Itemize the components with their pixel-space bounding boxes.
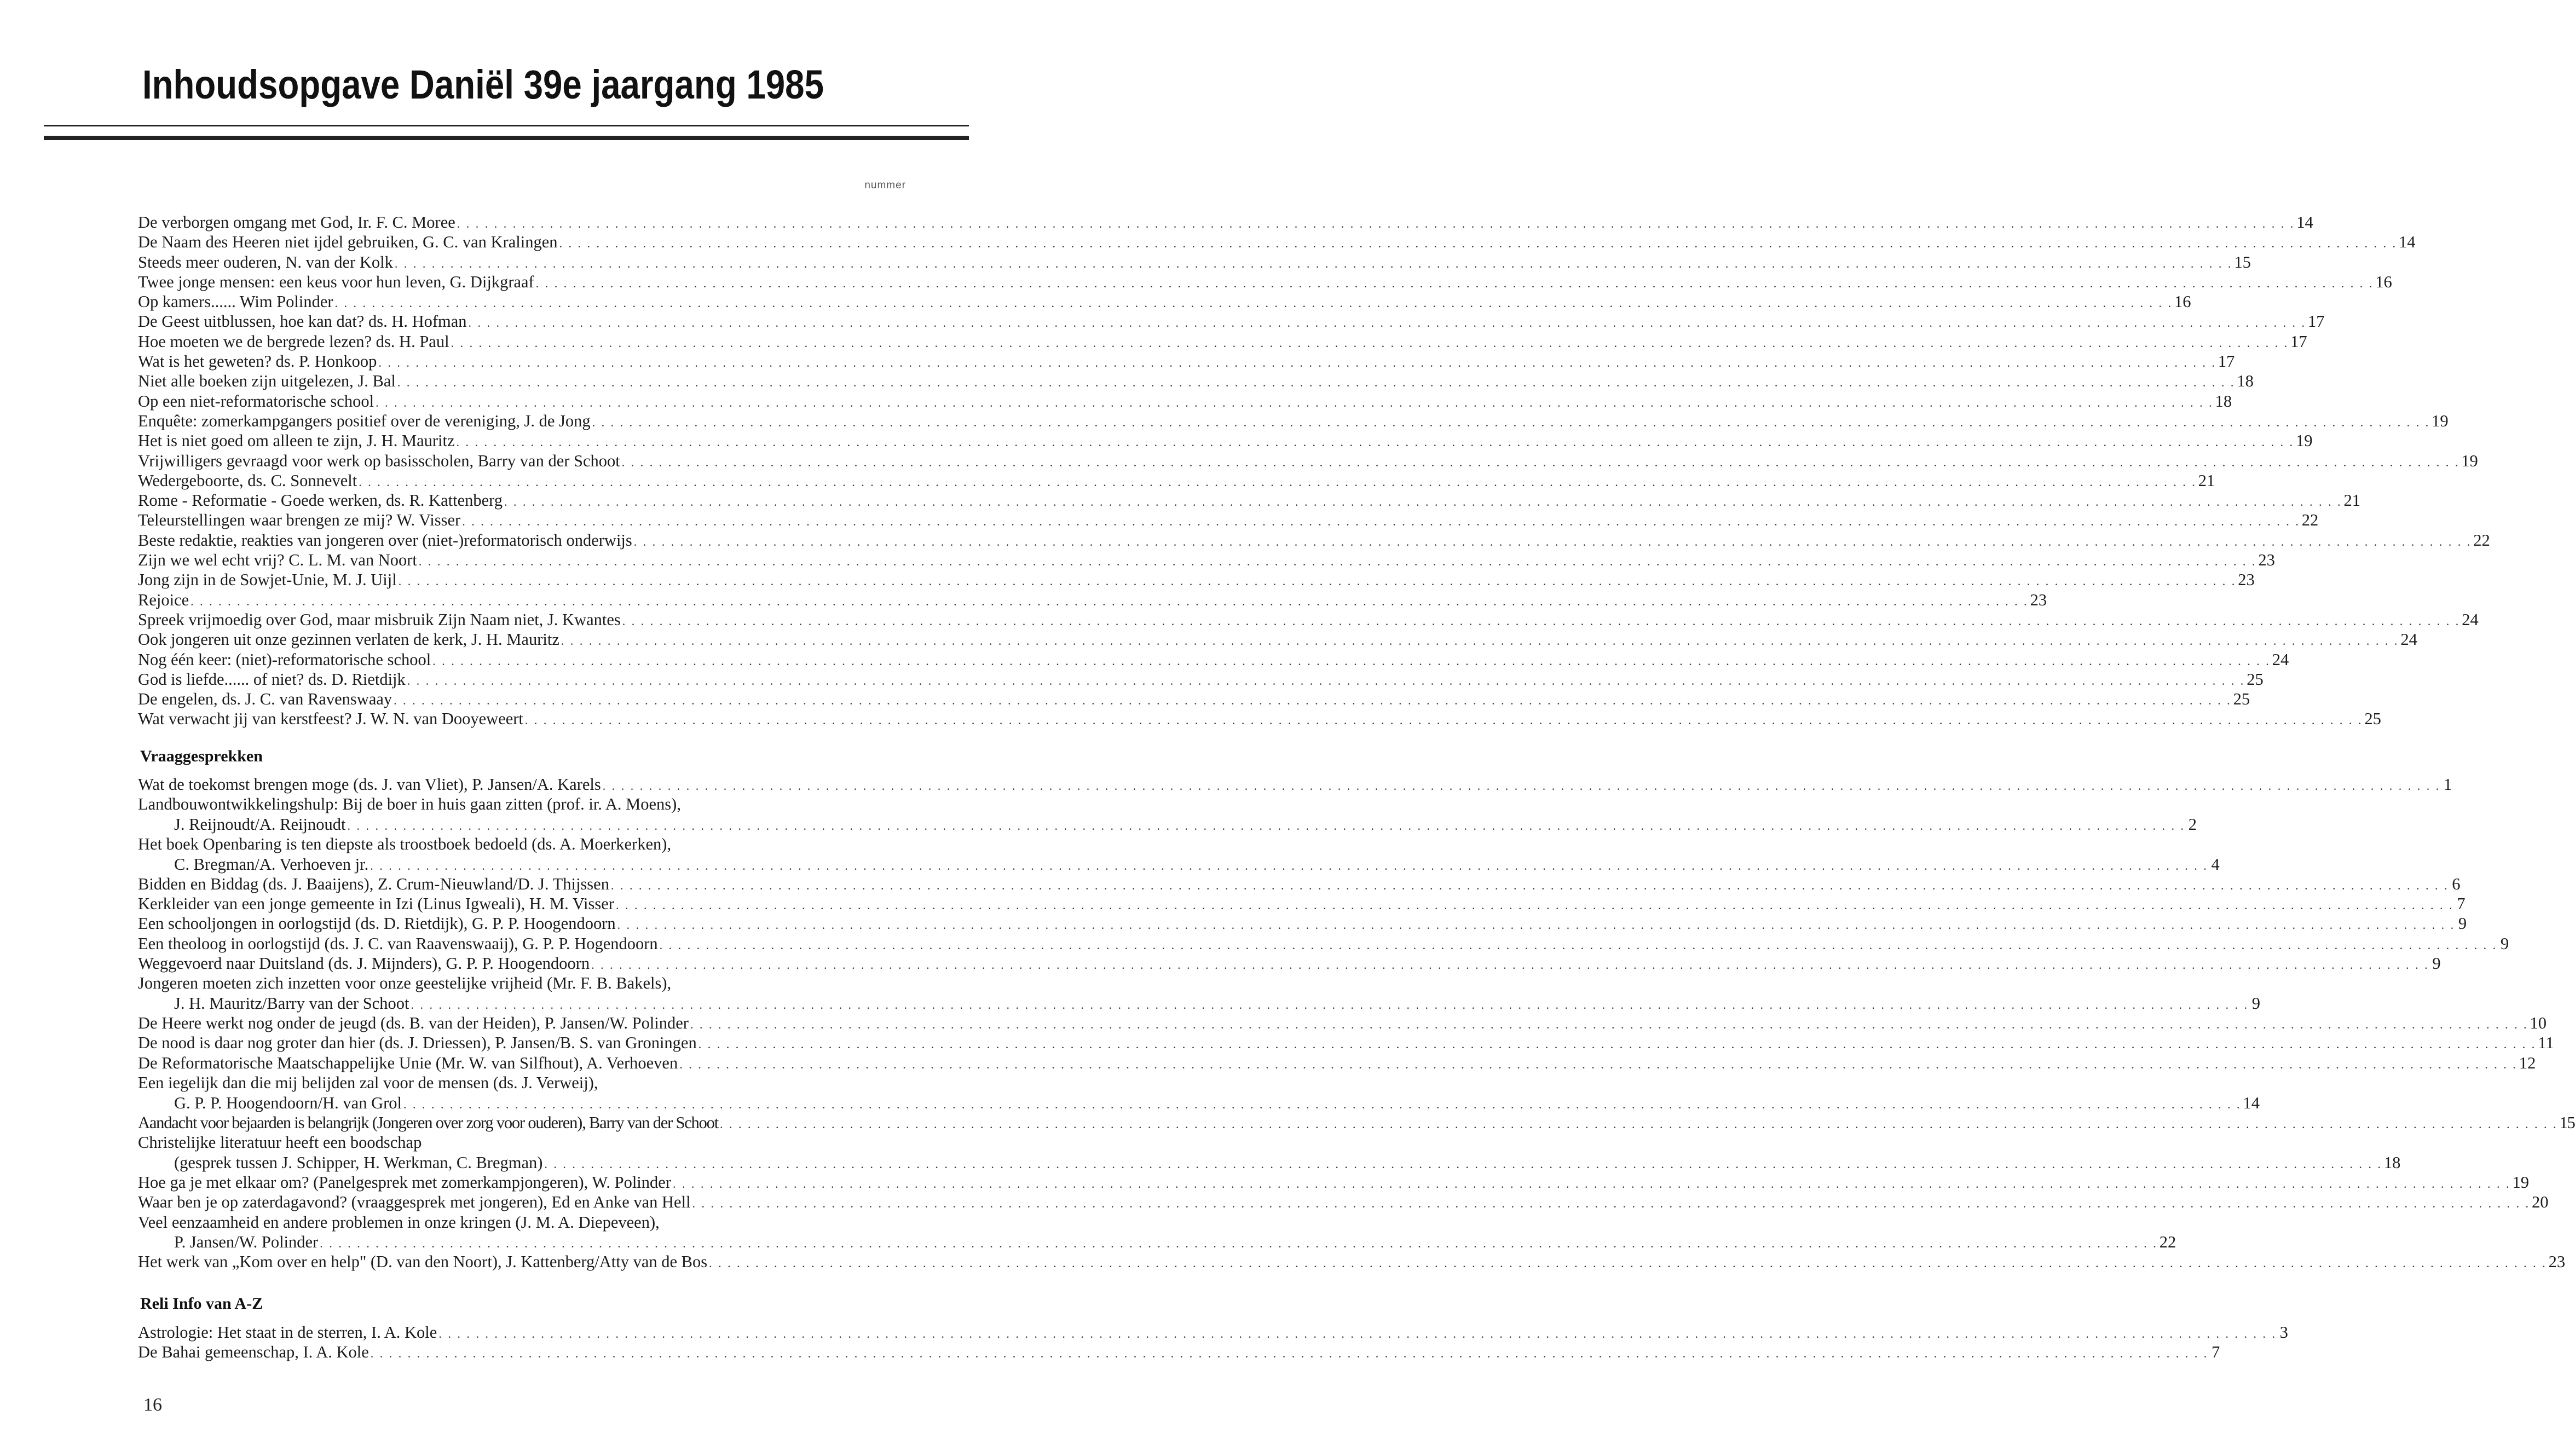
page-number: 16 xyxy=(143,1395,162,1415)
toc-entry: Hoe moeten we de bergrede lezen? ds. H. Paul . . . 17 xyxy=(138,332,908,351)
toc-entry: Ook jongeren uit onze gezinnen verlaten de kerk, J. H. Mauritz . . . 24 xyxy=(138,629,908,649)
toc-entry: Weggevoerd naar Duitsland (ds. J. Mijnders), G. P. P. Hoogendoorn . . . 9 xyxy=(138,954,908,973)
toc-entry: Wat is het geweten? ds. P. Honkoop . . . 17 xyxy=(138,351,908,371)
toc-entry: Jong zijn in de Sowjet-Unie, M. J. Uijl . . . 23 xyxy=(138,570,908,590)
toc-entry-continuation: J. H. Mauritz/Barry van der Schoot . . . 9 xyxy=(138,993,908,1013)
toc-entry: Rome - Reformatie - Goede werken, ds. R. Kattenberg . . . 21 xyxy=(138,490,908,510)
toc-entry-first-line: Jongeren moeten zich inzetten voor onze geestelijke vrijheid (Mr. F. B. Bakels), xyxy=(138,974,672,993)
toc-entry-first-line: Veel eenzaamheid en andere problemen in onze kringen (J. M. A. Diepeveen), xyxy=(138,1212,660,1232)
toc-entry: De Bahai gemeenschap, I. A. Kole . . . 7 xyxy=(138,1342,908,1362)
toc-entry: God is liefde...... of niet? ds. D. Rietdijk . . . 25 xyxy=(138,669,908,689)
toc-entry-continuation: G. P. P. Hoogendoorn/H. van Grol . . . 14 xyxy=(138,1093,908,1113)
toc-entry: Twee jonge mensen: een keus voor hun leven, G. Dijkgraaf . . . 16 xyxy=(138,272,908,292)
toc-entry: Kerkleider van een jonge gemeente in Izi (Linus Igweali), H. M. Visser . . . 7 xyxy=(138,894,908,914)
toc-entry: Het is niet goed om alleen te zijn, J. H. Mauritz . . . 19 xyxy=(138,431,908,450)
toc-entry: De verborgen omgang met God, Ir. F. C. Moree . . . 14 xyxy=(138,212,908,232)
title-rule-thin xyxy=(44,125,969,126)
toc-entry: Nog één keer: (niet)-reformatorische school . . . 24 xyxy=(138,650,908,669)
toc-entry: Astrologie: Het staat in de sterren, I. A. Kole . . . 3 xyxy=(138,1322,908,1342)
toc-entry-first-line: Christelijke literatuur heeft een boodschap xyxy=(138,1133,422,1152)
toc-entry-first-line: Een iegelijk dan die mij belijden zal voor de mensen (ds. J. Verweij), xyxy=(138,1073,598,1093)
toc-entry: Een schooljongen in oorlogstijd (ds. D. Rietdijk), G. P. P. Hoogendoorn . . . 9 xyxy=(138,914,908,933)
toc-entry-continuation: (gesprek tussen J. Schipper, H. Werkman, C. Bregman) . . . 18 xyxy=(138,1153,908,1172)
toc-entry: Zijn we wel echt vrij? C. L. M. van Noort . . . 23 xyxy=(138,550,908,570)
toc-entry: Steeds meer ouderen, N. van der Kolk . . . 15 xyxy=(138,252,908,272)
toc-entry: Wat verwacht jij van kerstfeest? J. W. N. van Dooyeweert . . . 25 xyxy=(138,709,908,729)
toc-reli-info-list xyxy=(138,1322,2288,1362)
toc-entry-first-line: Het boek Openbaring is ten diepste als troostboek bedoeld (ds. A. Moerkerken), xyxy=(138,835,672,854)
toc-entry: De nood is daar nog groter dan hier (ds. J. Driessen), P. Jansen/B. S. van Groningen . . . 11 xyxy=(138,1033,908,1053)
toc-entry-continuation: J. Reijnoudt/A. Reijnoudt . . . 2 xyxy=(138,814,908,834)
toc-entry: Rejoice . . . 23 xyxy=(138,590,908,610)
page-title: Inhoudsopgave Daniël 39e jaargang 1985 xyxy=(142,62,824,107)
title-rule-thick xyxy=(44,136,969,140)
toc-entry: De Naam des Heeren niet ijdel gebruiken, G. C. van Kralingen . . . 14 xyxy=(138,232,908,252)
toc-entry: De Heere werkt nog onder de jeugd (ds. B. van der Heiden), P. Jansen/W. Polinder . . . 10 xyxy=(138,1013,908,1033)
toc-entry: De engelen, ds. J. C. van Ravenswaay . . . 25 xyxy=(138,689,908,709)
toc-entry: Wedergeboorte, ds. C. Sonnevelt . . . 21 xyxy=(138,471,908,490)
toc-general-list xyxy=(138,212,2490,729)
toc-entry: Een theoloog in oorlogstijd (ds. J. C. van Raavenswaaij), G. P. P. Hogendoorn . . . 9 xyxy=(138,934,908,954)
toc-entry: Wat de toekomst brengen moge (ds. J. van Vliet), P. Jansen/A. Karels . . . 1 xyxy=(138,775,908,794)
toc-entry: Hoe ga je met elkaar om? (Panelgesprek met zomerkampjongeren), W. Polinder . . . 19 xyxy=(138,1172,908,1192)
toc-entry: Enquête: zomerkampgangers positief over de vereniging, J. de Jong . . . 19 xyxy=(138,411,908,431)
toc-entry-first-line: Landbouwontwikkelingshulp: Bij de boer in huis gaan zitten (prof. ir. A. Moens), xyxy=(138,795,681,814)
section-heading-vraaggesprekken: Vraaggesprekken xyxy=(140,747,263,765)
toc-entry: De Geest uitblussen, hoe kan dat? ds. H. Hofman . . . 17 xyxy=(138,311,908,331)
toc-entry: Niet alle boeken zijn uitgelezen, J. Bal . . . 18 xyxy=(138,371,908,391)
section-heading-reli-info: Reli Info van A-Z xyxy=(140,1295,263,1313)
toc-entry-continuation: P. Jansen/W. Polinder . . . 22 xyxy=(138,1232,908,1252)
toc-entry: Beste redaktie, reakties van jongeren over (niet-)reformatorisch onderwijs . . . 22 xyxy=(138,530,908,550)
toc-entry: Teleurstellingen waar brengen ze mij? W. Visser . . . 22 xyxy=(138,510,908,530)
toc-entry: Vrijwilligers gevraagd voor werk op basisscholen, Barry van der Schoot . . . 19 xyxy=(138,451,908,471)
toc-entry: Het werk van „Kom over en help" (D. van den Noort), J. Kattenberg/Atty van de Bos . . . 23 xyxy=(138,1252,908,1272)
toc-entry: Op kamers...... Wim Polinder . . . 16 xyxy=(138,292,908,311)
toc-entry: Waar ben je op zaterdagavond? (vraaggesprek met jongeren), Ed en Anke van Hell . . . 20 xyxy=(138,1192,908,1212)
toc-entry: Bidden en Biddag (ds. J. Baaijens), Z. Crum-Nieuwland/D. J. Thijssen . . . 6 xyxy=(138,874,908,894)
toc-entry: Op een niet-reformatorische school . . . 18 xyxy=(138,391,908,411)
toc-entry-continuation: C. Bregman/A. Verhoeven jr. . . . 4 xyxy=(138,854,908,874)
toc-entry: De Reformatorische Maatschappelijke Unie (Mr. W. van Silfhout), A. Verhoeven . . . 12 xyxy=(138,1053,908,1073)
column-label-nummer: nummer xyxy=(864,180,906,191)
toc-entry: Aandacht voor bejaarden is belangrijk (Jongeren over zorg voor ouderen), Barry van der Schoot . . . 15 xyxy=(138,1113,908,1133)
toc-vraaggesprekken-list xyxy=(138,775,2575,1272)
toc-entry: Spreek vrijmoedig over God, maar misbruik Zijn Naam niet, J. Kwantes . . . 24 xyxy=(138,610,908,629)
